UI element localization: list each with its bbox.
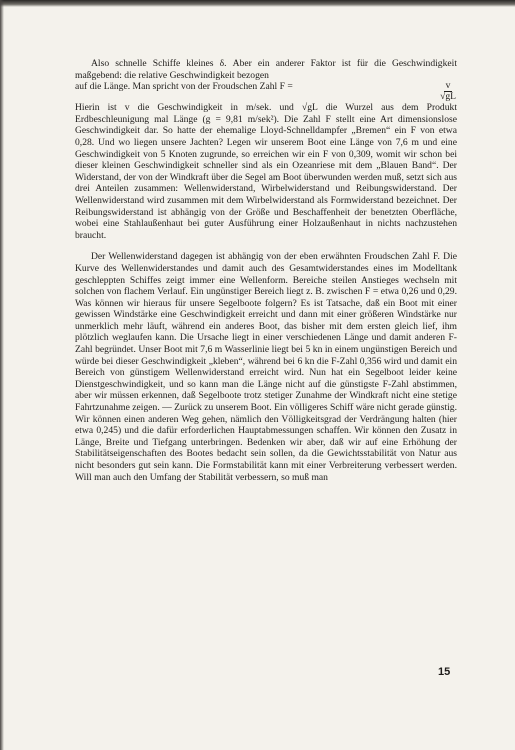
froude-denominator: √gL: [440, 91, 456, 103]
paragraph-1-body: Hierin ist v die Geschwindigkeit in m/sek. und √gL die Wurzel aus dem Produkt Erdbeschleunigung mal Länge (g = 9,81 m/sek²). Die Zahl F stellt eine Art dimensionslose Geschwindigkeit dar. So hatte der ehemalige Lloyd-Schnelldampfer „Bremen“ ein F von etwa 0,28. Und wo liegen unsere Jachten? Legen wir unserem Boot eine Länge von 7,6 m und eine Geschwindigkeit von 5 Knoten zugrunde, so erreichen wir ein F von 0,309, womit wir schon bei dieser kleinen Geschwindigkeit schneller sind als ein Ozeanriese mit dem „Blauen Band“. Der Widerstand, der von der Windkraft über die Segel am Boot überwunden werden muß, setzt sich aus drei Anteilen zusammen: Wellenwiderstand, Wirbelwiderstand und Reibungswiderstand. Der Wellenwiderstand wird zusammen mit dem Wirbelwiderstand als Formwiderstand bezeichnet. Der Reibungswiderstand ist abhängig von der Größe und Beschaffenheit der benetzten Oberfläche, wobei eine Stahlaußenhaut bei guter Ausführung einer Holzaußenhaut in nichts nachzustehen braucht.: [75, 102, 457, 241]
paragraph-2: Der Wellenwiderstand dagegen ist abhängig von der eben erwähnten Froudschen Zahl F. Die Kurve des Wellenwiderstandes und damit auch des Gesamtwiderstandes eines im Modelltank geschleppten Schiffes zeigt immer eine Wellenform. Bereiche steilen Anstieges wechseln mit solchen von flachem Verlauf. Ein ungünstiger Bereich liegt z. B. zwischen F = etwa 0,26 und 0,29. Was können wir hieraus für unsere Segelboote folgern? Es ist Tatsache, daß ein Boot mit einer gewissen Windstärke eine Geschwindigkeit erreicht und dann mit einer größeren Windstärke nur unmerklich mehr läuft, während ein anderes Boot, das bisher mit dem ersten gleich lief, ihm plötzlich weglaufen kann. Die Ursache liegt in einer verschiedenen Länge und damit anderen F-Zahl begründet. Unser Boot mit 7,6 m Wasserlinie liegt bei 5 kn in einem ungünstigen Bereich und würde bei dieser Geschwindigkeit „kleben“, während bei 6 kn die F-Zahl 0,356 wird und damit ein Bereich von günstigem Wellenwiderstand erreicht wird. Nun hat ein Segelboot leider keine Dienstgeschwindigkeit, und so kann man die Länge nicht auf die günstigste F-Zahl abstimmen, aber wir müssen erkennen, daß Segelboote trotz stetiger Zunahme der Windkraft nicht eine stetige Fahrtzunahme zeigen. — Zurück zu unserem Boot. Ein völligeres Schiff wäre nicht gerade günstig. Wir können einen anderen Weg gehen, nämlich den Völligkeitsgrad der Verdrängung halten (hier etwa 0,245) und die dafür erforderlichen Hauptabmessungen schaffen. Wir können den Zusatz in Länge, Breite und Tiefgang unterbringen. Bedenken wir aber, daß wir auf eine Erhöhung der Stabilitätseigenschaften des Bootes bedacht sein sollen, da die Gewichtsstabilität von Natur aus nicht besonders gut sein kann. Die Formstabilität kann mit einer Verbreiterung verbessert werden. Will man auch den Umfang der Stabilität verbessern, so muß man: [75, 251, 457, 483]
froude-fraction: [439, 81, 457, 102]
froude-numerator: v: [445, 80, 451, 92]
paragraph-1-formula-lead: auf die Länge. Man spricht von der Froudschen Zahl F =: [75, 81, 293, 93]
scan-top-edge: [0, 0, 515, 7]
scan-left-edge: [0, 0, 4, 750]
page-number: 15: [438, 666, 451, 678]
paragraph-1-intro: Also schnelle Schiffe kleines δ. Aber ein anderer Faktor ist für die Geschwindigkeit maßgebend: die relative Geschwindigkeit bezogen: [75, 58, 457, 81]
book-page-text: [75, 58, 457, 483]
froude-formula-line: [75, 81, 457, 102]
